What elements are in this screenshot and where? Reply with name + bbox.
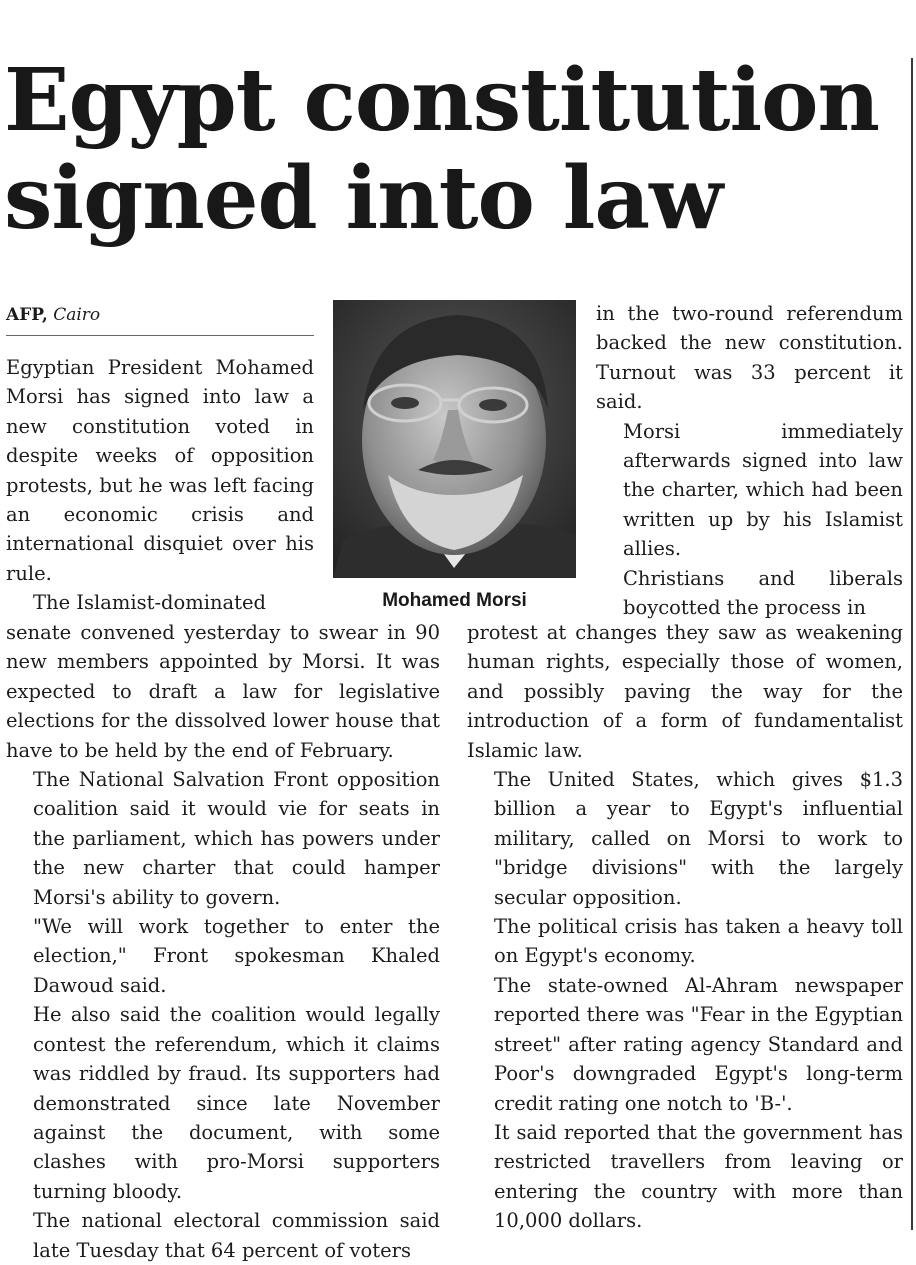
paragraph: The state-owned Al-Ahram newspaper reported there was "Fear in the Egyptian street" after rating agency Standard and Poor's downgraded Egypt's long-term credit rating one notch to 'B-'. — [494, 973, 903, 1115]
paragraph: It said reported that the government has restricted travellers from leaving or entering the country with more than 10,000 dollars. — [494, 1120, 903, 1233]
paragraph: Morsi immediately afterwards signed into law the charter, which had been written up by his Islamist allies. — [623, 419, 903, 561]
byline-place: Cairo — [53, 305, 101, 325]
paragraph: The National Salvation Front opposition coalition said it would vie for seats in the parliament, which has powers under the new charter that could hamper Morsi's ability to govern. — [33, 768, 440, 909]
column-left-main — [6, 618, 440, 1265]
paragraph: The national electoral commission said late Tuesday that 64 percent of voters — [33, 1209, 440, 1262]
headline: Egypt constitution signed into law — [4, 50, 880, 249]
byline-agency: AFP, — [6, 305, 48, 325]
column-left-top — [6, 353, 314, 618]
byline — [6, 304, 314, 326]
paragraph: The United States, which gives $1.3 billion a year to Egypt's influential military, called on Morsi to work to "bridge divisions" with the largely secular opposition. — [494, 768, 903, 909]
paragraph: protest at changes they saw as weakening human rights, especially those of women, and possibly paving the way for the introduction of a form of fundamentalist Islamic law. — [467, 621, 903, 762]
portrait-photo — [333, 300, 576, 578]
paragraph: Christians and liberals boycotted the process in — [623, 566, 903, 620]
byline-rule — [6, 335, 314, 336]
column-rule — [911, 58, 913, 1230]
paragraph: "We will work together to enter the election," Front spokesman Khaled Dawoud said. — [33, 915, 440, 997]
paragraph: He also said the coalition would legally contest the referendum, which it claims was riddled by fraud. Its supporters had demonstrated since late November against the document, with some clashes with pro-Morsi supporters turning bloody. — [33, 1003, 440, 1203]
photo-caption: Mohamed Morsi — [382, 590, 527, 611]
paragraph: in the two-round referendum backed the new constitution. Turnout was 33 percent it said. — [596, 302, 903, 414]
column-right-top — [596, 299, 903, 622]
column-right-main — [467, 618, 903, 1236]
paragraph: The Islamist-dominated — [33, 591, 267, 615]
paragraph: senate convened yesterday to swear in 90 new members appointed by Morsi. It was expected to draft a law for legislative elections for the dissolved lower house that have to be held by the end of February. — [6, 621, 440, 762]
paragraph: The political crisis has taken a heavy toll on Egypt's economy. — [494, 915, 903, 968]
paragraph: Egyptian President Mohamed Morsi has signed into law a new constitution voted in despite weeks of opposition protests, but he was left facing an economic crisis and international disquiet over his rule. — [6, 356, 314, 585]
